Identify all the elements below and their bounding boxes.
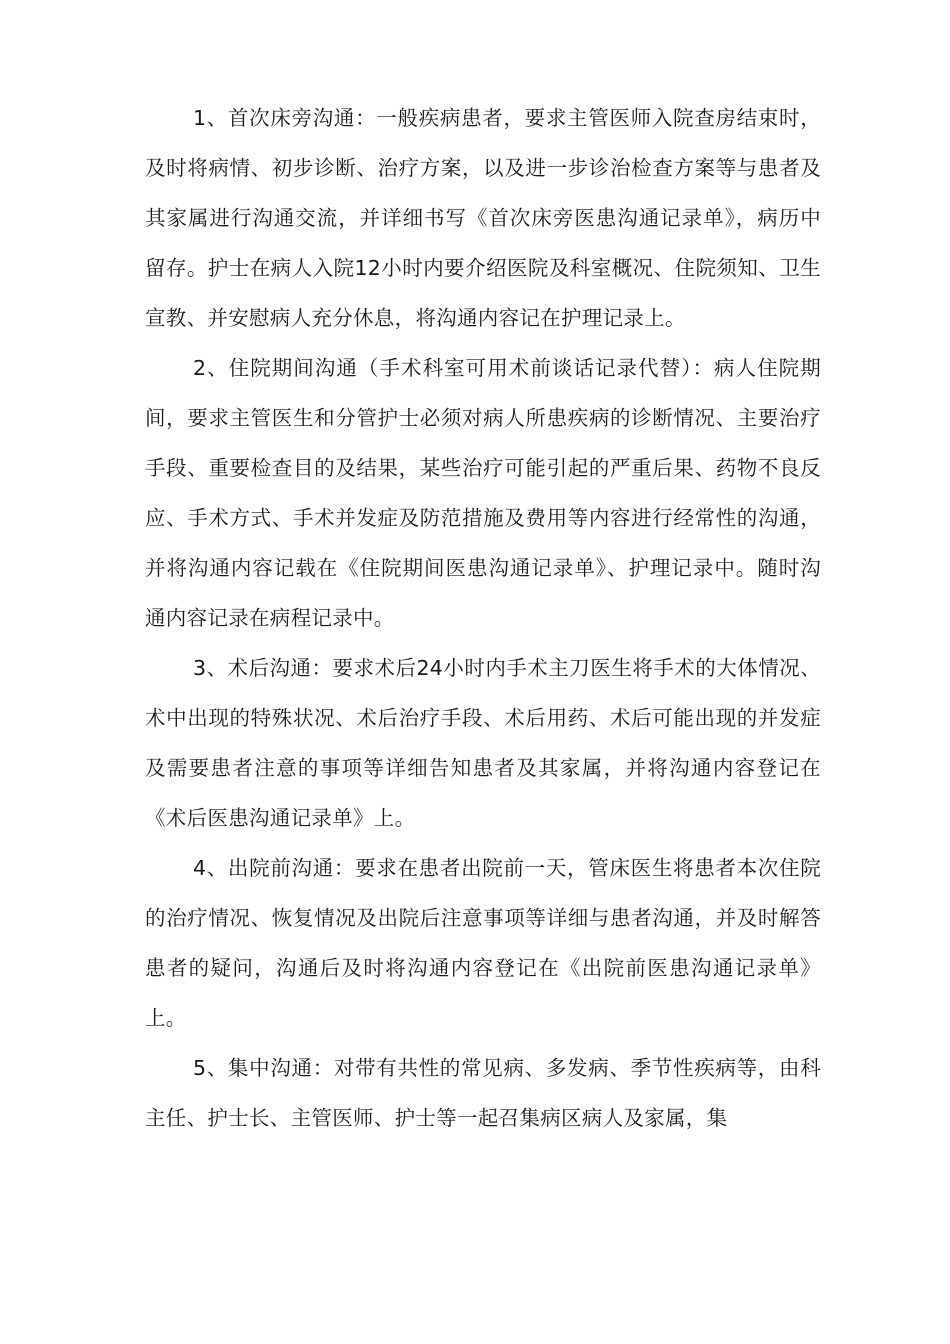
paragraph-pre-discharge-communication: 4、出院前沟通：要求在患者出院前一天，管床医生将患者本次住院的治疗情况、恢复情况及出院后注意事项等详细与患者沟通，并及时解答患者的疑问，沟通后及时将沟通内容登记在《出院前医患沟通记录单》上。 (145, 856, 821, 1030)
paragraph-postoperative-communication: 3、术后沟通：要求术后24小时内手术主刀医生将手术的大体情况、术中出现的特殊状况、术后治疗手段、术后用药、术后可能出现的并发症及需要患者注意的事项等详细告知患者及其家属，并将沟通内容登记在《术后医患沟通记录单》上。 (145, 656, 821, 830)
document-body (145, 93, 821, 1143)
paragraph-hospitalization-communication: 2、住院期间沟通（手术科室可用术前谈话记录代替）：病人住院期间，要求主管医生和分管护士必须对病人所患疾病的诊断情况、主要治疗手段、重要检查目的及结果，某些治疗可能引起的严重后果、药物不良反应、手术方式、手术并发症及防范措施及费用等内容进行经常性的沟通，并将沟通内容记载在《住院期间医患沟通记录单》、护理记录中。随时沟通内容记录在病程记录中。 (145, 356, 821, 630)
paragraph-group-communication: 5、集中沟通：对带有共性的常见病、多发病、季节性疾病等，由科主任、护士长、主管医师、护士等一起召集病区病人及家属，集 (145, 1056, 821, 1130)
paragraph-initial-bedside-communication: 1、首次床旁沟通：一般疾病患者，要求主管医师入院查房结束时，及时将病情、初步诊断、治疗方案，以及进一步诊治检查方案等与患者及其家属进行沟通交流，并详细书写《首次床旁医患沟通记录单》，病历中留存。护士在病人入院12小时内要介绍医院及科室概况、住院须知、卫生宣教、并安慰病人充分休息，将沟通内容记在护理记录上。 (145, 106, 821, 330)
